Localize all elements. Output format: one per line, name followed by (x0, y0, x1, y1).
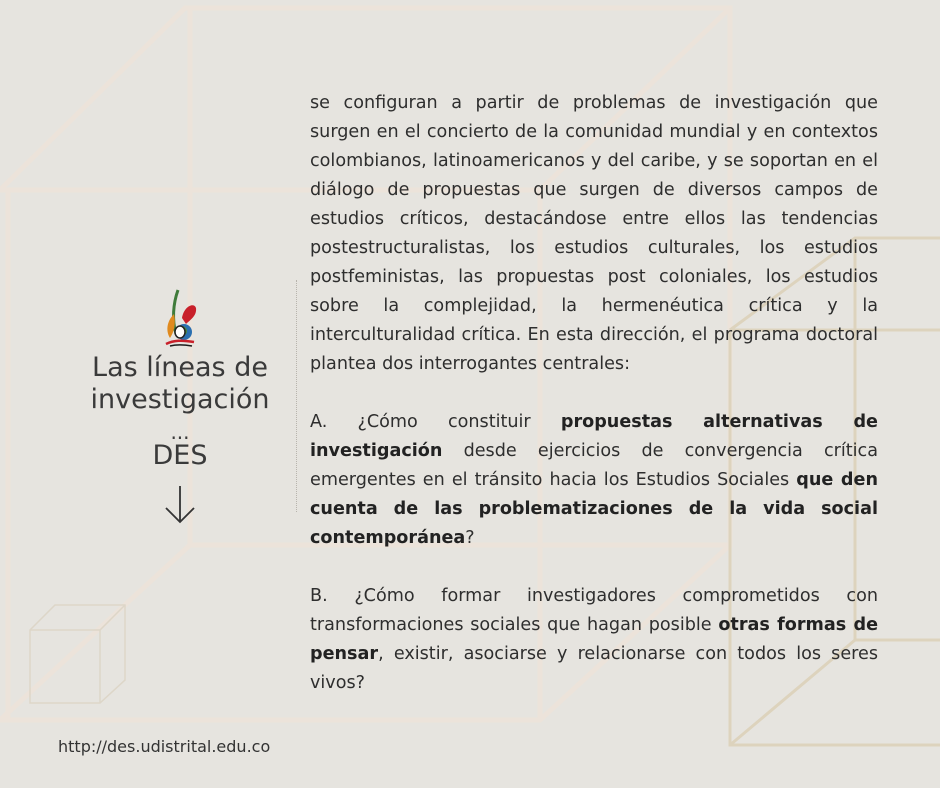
body-text (310, 89, 878, 698)
section-heading (80, 288, 280, 526)
intro-paragraph: se configuran a partir de problemas de investigación que surgen en el concierto de la comunidad mundial y en contextos colombianos, latinoamericanos y del caribe, y se soportan en el diálogo de propuestas que surgen de diversos campos de estudios críticos, destacándose entre ellos las tendencias postestructuralistas, los estudios culturales, los estudios postfeministas, las propuestas post coloniales, los estudios sobre la complejidad, la hermenéutica crítica y la interculturalidad crítica. En esta dirección, el programa doctoral plantea dos interrogantes centrales: (310, 93, 878, 374)
emphasis-social-problems: que den cuenta de las problematizaciones de la vida social contemporánea (310, 470, 878, 548)
emphasis-other-ways: otras formas de pensar (310, 615, 879, 664)
program-acronym: DES (152, 440, 208, 471)
section-title: Las líneas de investigación (90, 352, 270, 415)
question-b: B. ¿Cómo formar investigadores comprometidos con transformaciones sociales que hagan posible otras formas de pensar, existir, asociarse y relacionarse con todos los seres vivos? (310, 586, 879, 693)
ellipsis: ... (170, 420, 190, 444)
question-a: A. ¿Cómo constituir propuestas alternativas de investigación desde ejercicios de convergencia crítica emergentes en el tránsito hacia los Estudios Sociales que den cuenta de las problematizaciones de la vida social contemporánea? (310, 412, 878, 548)
separator-line (296, 280, 297, 512)
website-url: http://des.udistrital.edu.co (58, 737, 271, 756)
emphasis-alternative-proposals: propuestas alternativas de investigación (310, 412, 878, 461)
university-logo (160, 288, 200, 352)
arrow-down-icon (160, 484, 200, 526)
